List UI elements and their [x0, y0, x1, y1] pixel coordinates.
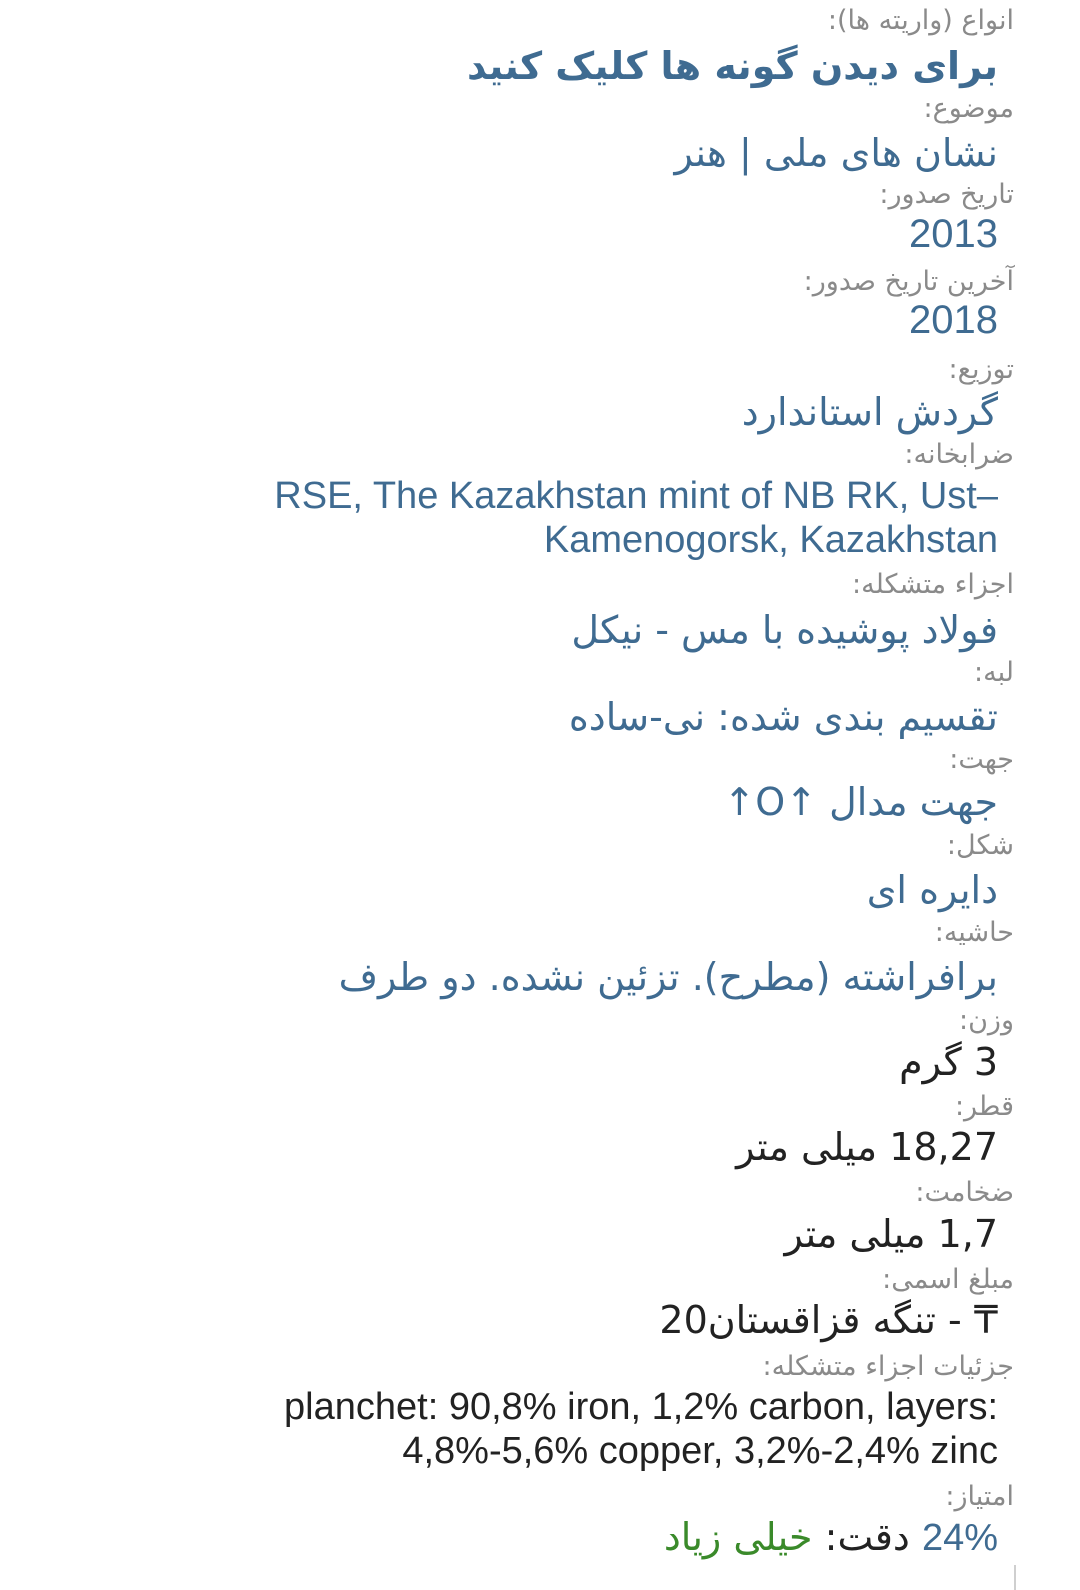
- last-issue-date-label: آخرین تاریخ صدور:: [803, 266, 1014, 297]
- score-accuracy-label: دقت:: [824, 1515, 910, 1559]
- divider: [1014, 1565, 1016, 1590]
- thickness-label: ضخامت:: [915, 1177, 1014, 1208]
- rim-value[interactable]: برافراشته (مطرح). تزئین نشده. دو طرف: [338, 955, 998, 999]
- diameter-label: قطر:: [954, 1091, 1014, 1122]
- face-value-label: مبلغ اسمی:: [882, 1264, 1014, 1295]
- composition-value[interactable]: فولاد پوشیده با مس - نیکل: [571, 608, 998, 652]
- varieties-link[interactable]: برای دیدن گونه ها کلیک کنید: [466, 44, 998, 88]
- rim-label: حاشیه:: [934, 917, 1014, 948]
- issue-date-label: تاریخ صدور:: [879, 179, 1014, 210]
- composition-details-value: planchet: 90,8% iron, 1,2% carbon, layers: 4,8%-5,6% copper, 3,2%-2,4% zinc: [284, 1386, 998, 1472]
- issue-date-value[interactable]: 2013: [909, 212, 998, 256]
- mint-label: ضرابخانه:: [904, 439, 1014, 470]
- subject-value[interactable]: نشان های ملی | هنر: [674, 131, 998, 175]
- last-issue-date-value[interactable]: 2018: [909, 298, 998, 342]
- mint-value[interactable]: RSE, The Kazakhstan mint of NB RK, Ust–Kamenogorsk, Kazakhstan: [274, 475, 998, 561]
- edge-value[interactable]: تقسیم بندی شده: نی-ساده: [568, 695, 998, 739]
- weight-value: 3 گرم: [899, 1040, 998, 1084]
- score-label: امتیاز:: [945, 1481, 1014, 1512]
- face-value-value: ₸ - تنگه قزاقستان20: [659, 1298, 998, 1342]
- thickness-value: 1,7 میلی متر: [784, 1212, 998, 1256]
- diameter-value: 18,27 میلی متر: [736, 1125, 998, 1169]
- shape-value[interactable]: دایره ای: [866, 868, 998, 912]
- varieties-label: انواع (واریته ها):: [827, 5, 1014, 36]
- composition-details-label: جزئیات اجزاء متشکله:: [762, 1351, 1014, 1382]
- edge-label: لبه:: [974, 657, 1014, 688]
- distribution-label: توزیع:: [948, 354, 1014, 385]
- orientation-label: جهت:: [949, 744, 1014, 775]
- shape-label: شکل:: [946, 830, 1014, 861]
- distribution-value[interactable]: گردش استاندارد: [741, 390, 998, 434]
- orientation-value[interactable]: جهت مدال ↑O↑: [723, 780, 998, 824]
- score-percent: 24%: [921, 1517, 998, 1559]
- score-grade: خیلی زیاد: [663, 1515, 813, 1559]
- weight-label: وزن:: [958, 1005, 1014, 1036]
- subject-label: موضوع:: [923, 93, 1014, 124]
- score-value: [664, 1515, 998, 1560]
- composition-label: اجزاء متشکله:: [852, 569, 1014, 600]
